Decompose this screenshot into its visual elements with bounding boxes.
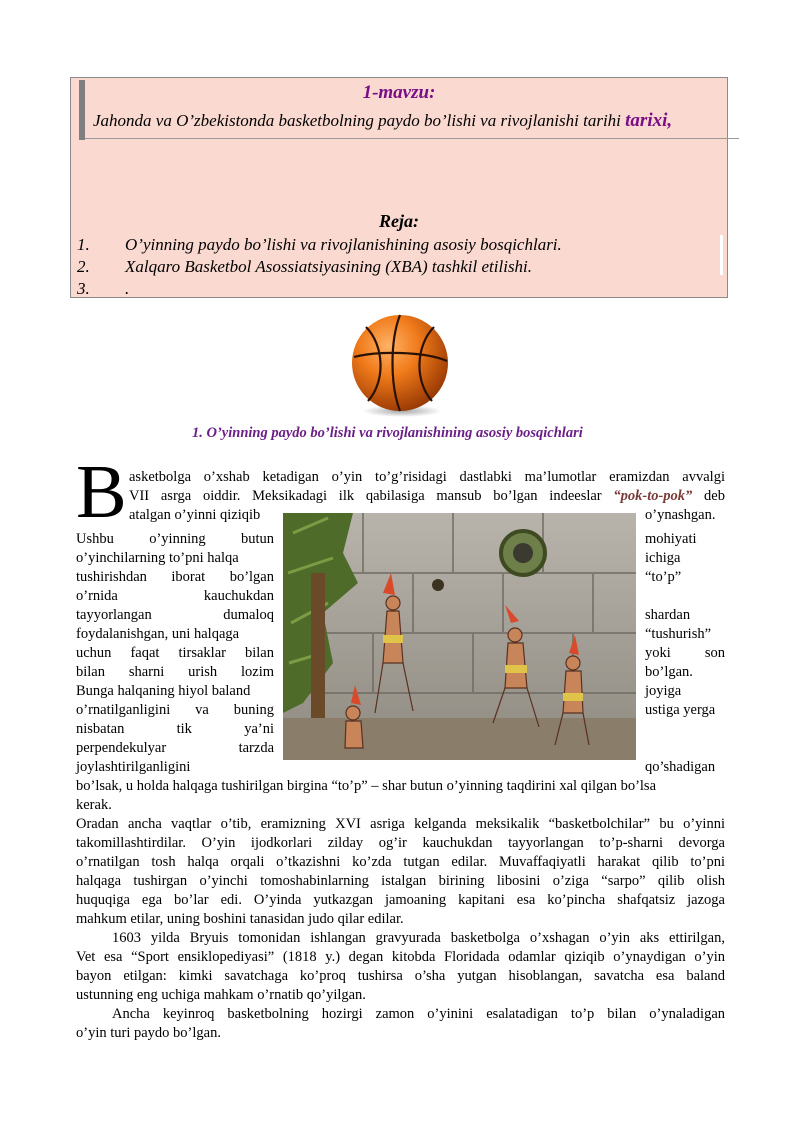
drop-cap: B <box>76 450 127 534</box>
plan-item-number: 2. <box>77 257 90 276</box>
wrapped-line: bo’lgan. <box>645 664 693 680</box>
topic-title-text: Jahonda va O’zbekistonda basketbolning paydo bo’lishi va rivojlanishi tarihi <box>93 111 626 130</box>
plan-item <box>77 279 727 301</box>
wrapped-line: Bunga halqaning hiyol baland <box>76 683 251 699</box>
topic-title <box>93 110 672 132</box>
wrapped-line: yoki son <box>645 645 725 661</box>
wrapped-line: foydalanishgan, uni halqaga <box>76 626 240 642</box>
body-line: Oradan ancha vaqtlar o’tib, eramizning XVI asriga kelganda meksikalik “basketbolchilar” bu o’yinni <box>76 816 725 832</box>
wrapped-line: Ushbu o’yinning butun <box>76 531 274 547</box>
intro-text: deb <box>692 488 725 504</box>
plan-item-text: Xalqaro Basketbol Asossiatsiyasining (XBA) tashkil etilishi. <box>125 257 533 276</box>
intro-text: VII asrga oiddir. Meksikadagi ilk qabilasiga mansub bo’lgan indeeslar <box>129 488 614 504</box>
wrapped-line: shardan <box>645 607 691 623</box>
body-line: o’rnatilgan tosh halqa orqali o’tkazishni ko’zda tutgan edilar. Muvaffaqiyatli harakat qilib to’pni <box>76 854 725 870</box>
header-right-mark <box>720 235 723 275</box>
body-line: 1603 yilda Bryuis tomonidan ishlangan gravyurada basketbolga o’xshagan o’yin aks ettirilgan, <box>112 930 725 946</box>
wrapped-line: ustiga yerga <box>645 702 716 718</box>
intro-line: asketbolga o’xshab ketadigan o’yin to’g’risidagi dastlabki ma’lumotlar eramizdan avvalgi <box>129 469 725 485</box>
intro-line: o’ynashgan. <box>645 507 716 523</box>
basketball-icon <box>346 311 454 419</box>
body-line: huquqiga ega bo’lar edi. O’yinda yutkazgan jamoaning kapitani esa ko’pincha shafqatsiz jazoga <box>76 892 725 908</box>
plan-item-text: . <box>125 279 130 298</box>
topic-title-accent: tarixi, <box>625 110 673 131</box>
wrapped-line: tayyorlangan dumaloq <box>76 607 274 623</box>
topic-number: 1-mavzu: <box>362 82 436 103</box>
body-line: Vet esa “Sport ensiklopediyasi” (1818 y.) degan kitobda Floridada odamlar qiziqib o’ynaydigan o’yin <box>76 949 725 965</box>
mayan-ballgame-illustration <box>283 513 636 760</box>
body-line: ustunning eng uchiga mahkam o’rnatib qo’yilgan. <box>76 987 366 1003</box>
body-line: bo’lsak, u holda halqaga tushirilgan birgina “to’p” – shar butun o’yinning taqdirini xal qilgan bo’lsa <box>76 778 657 794</box>
wrapped-line: perpendekulyar tarzda <box>76 740 274 756</box>
wrapped-line: qo’shadigan <box>645 759 716 775</box>
wrapped-line: bilan sharni urish lozim <box>76 664 274 680</box>
body-line: takomillashtirdilar. O’yin ijodkorlari zilday og’ir kauchukdan tayyorlangan to’p-sharni devorga <box>76 835 725 851</box>
body-line: o’yin turi paydo bo’lgan. <box>76 1025 221 1041</box>
body-line: kerak. <box>76 797 112 813</box>
plan-item <box>77 257 727 279</box>
wrapped-line: o’yinchilarning to’pni halqa <box>76 550 239 566</box>
plan-item-number: 1. <box>77 235 90 254</box>
wrapped-line: joyiga <box>645 683 682 699</box>
wrapped-line: nisbatan tik ya’ni <box>76 721 274 737</box>
body-line: bayon etilgan: kimki savatchaga ko’proq tushirsa o’sha yutgan hisoblangan, savatcha esa baland <box>76 968 725 984</box>
wrapped-line: joylashtirilganligini <box>76 759 191 775</box>
wrapped-line: “to’p” <box>645 569 682 585</box>
plan-title: Reja: <box>379 211 419 231</box>
plan-list <box>77 235 727 301</box>
wrapped-line: ichiga <box>645 550 681 566</box>
wrapped-line: “tushurish” <box>645 626 712 642</box>
wrapped-line: uchun faqat tirsaklar bilan <box>76 645 274 661</box>
topic-header-box <box>70 77 728 298</box>
intro-line: atalgan o’yinni qiziqib <box>129 507 261 523</box>
title-underline <box>85 138 739 139</box>
wrapped-line: o’rnatilganligini va buning <box>76 702 274 718</box>
wrapped-line: mohiyati <box>645 531 697 547</box>
wrapped-line: o’rnida kauchukdan <box>76 588 274 604</box>
pok-to-pok-term: “pok-to-pok” <box>613 488 693 504</box>
body-line: Ancha keyinroq basketbolning hozirgi zamon o’yinini esalatadigan to’p bilan o’ynaladigan <box>112 1006 725 1022</box>
section-heading: 1. O’yinning paydo bo’lishi va rivojlanishining asosiy bosqichlari <box>192 425 583 441</box>
body-line: mahkum etilar, uning boshini tanasidan judo qilar edilar. <box>76 911 404 927</box>
plan-item <box>77 235 727 257</box>
intro-line <box>129 487 725 506</box>
wrapped-line: tushirishdan iborat bo’lgan <box>76 569 274 585</box>
body-line: halqaga tushirgan o’yinchi tomoshabinlarning istalgan birining libosini o’ziga “sarpo” qilib olish <box>76 873 725 889</box>
plan-item-number: 3. <box>77 279 90 298</box>
plan-item-text: O’yinning paydo bo’lishi va rivojlanishining asosiy bosqichlari. <box>125 235 562 254</box>
